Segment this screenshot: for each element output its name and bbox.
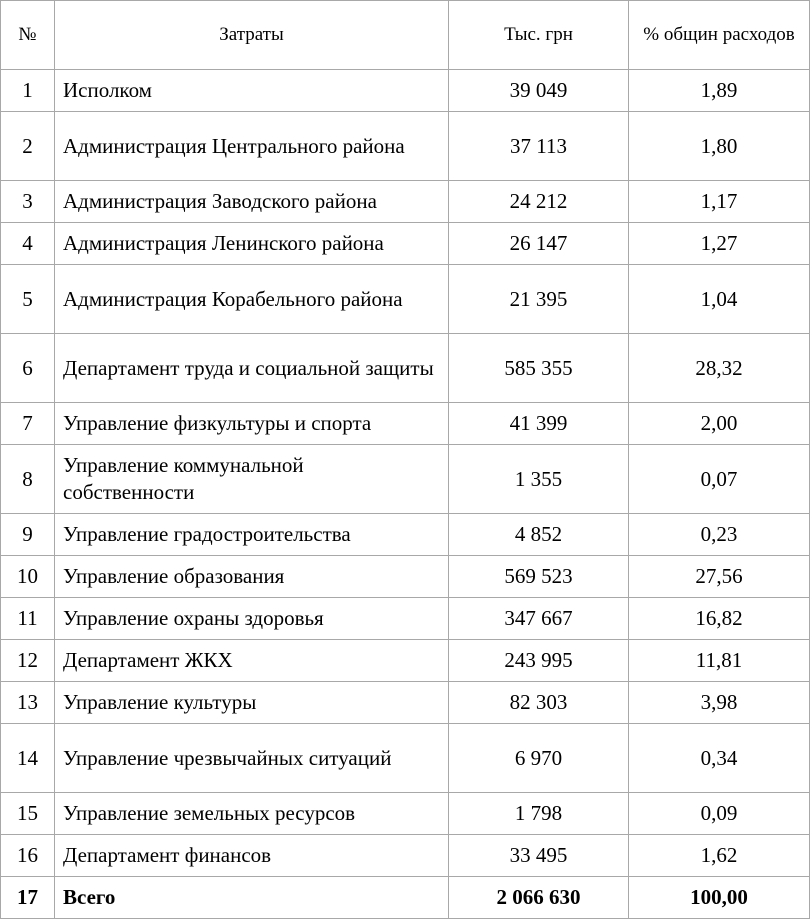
table-row — [1, 598, 810, 640]
table-row — [1, 682, 810, 724]
row-name: Управление чрезвычайных ситуаций — [55, 724, 449, 793]
total-row — [1, 877, 810, 919]
row-value: 24 212 — [449, 181, 629, 223]
row-value: 41 399 — [449, 403, 629, 445]
row-value: 33 495 — [449, 835, 629, 877]
row-percent: 0,09 — [629, 793, 810, 835]
row-percent: 2,00 — [629, 403, 810, 445]
row-num: 9 — [1, 514, 55, 556]
row-value: 347 667 — [449, 598, 629, 640]
row-num: 15 — [1, 793, 55, 835]
row-num: 4 — [1, 223, 55, 265]
row-num: 6 — [1, 334, 55, 403]
row-name: Управление образования — [55, 556, 449, 598]
row-percent: 1,89 — [629, 70, 810, 112]
row-value: 26 147 — [449, 223, 629, 265]
row-percent: 1,62 — [629, 835, 810, 877]
row-name: Департамент финансов — [55, 835, 449, 877]
row-name: Администрация Корабельного района — [55, 265, 449, 334]
row-name: Управление физкультуры и спорта — [55, 403, 449, 445]
row-value: 1 355 — [449, 445, 629, 514]
row-value: 569 523 — [449, 556, 629, 598]
table-row — [1, 334, 810, 403]
row-percent: 28,32 — [629, 334, 810, 403]
row-percent: 11,81 — [629, 640, 810, 682]
row-name: Администрация Ленинского района — [55, 223, 449, 265]
row-name: Управление коммунальной собственности — [55, 445, 449, 514]
row-name: Управление земельных ресурсов — [55, 793, 449, 835]
row-num: 2 — [1, 112, 55, 181]
row-percent: 0,23 — [629, 514, 810, 556]
row-name: Управление культуры — [55, 682, 449, 724]
row-value: 585 355 — [449, 334, 629, 403]
row-name: Управление охраны здоровья — [55, 598, 449, 640]
header-name: Затраты — [55, 1, 449, 70]
row-value: 39 049 — [449, 70, 629, 112]
row-percent: 1,27 — [629, 223, 810, 265]
table-row — [1, 223, 810, 265]
total-percent: 100,00 — [629, 877, 810, 919]
row-name: Департамент труда и социальной защиты — [55, 334, 449, 403]
row-num: 14 — [1, 724, 55, 793]
header-row — [1, 1, 810, 70]
row-name: Администрация Центрального района — [55, 112, 449, 181]
row-num: 8 — [1, 445, 55, 514]
table-row — [1, 403, 810, 445]
header-value: Тыс. грн — [449, 1, 629, 70]
header-num: № — [1, 1, 55, 70]
row-num: 7 — [1, 403, 55, 445]
row-percent: 27,56 — [629, 556, 810, 598]
total-num: 17 — [1, 877, 55, 919]
row-percent: 1,17 — [629, 181, 810, 223]
table-row — [1, 793, 810, 835]
table-row — [1, 445, 810, 514]
row-value: 4 852 — [449, 514, 629, 556]
table-row — [1, 112, 810, 181]
total-value: 2 066 630 — [449, 877, 629, 919]
table-row — [1, 556, 810, 598]
row-name: Управление градостроительства — [55, 514, 449, 556]
total-name: Всего — [55, 877, 449, 919]
table-row — [1, 70, 810, 112]
table-row — [1, 181, 810, 223]
row-value: 37 113 — [449, 112, 629, 181]
row-percent: 0,07 — [629, 445, 810, 514]
row-percent: 3,98 — [629, 682, 810, 724]
row-value: 6 970 — [449, 724, 629, 793]
row-num: 5 — [1, 265, 55, 334]
row-num: 16 — [1, 835, 55, 877]
table-row — [1, 265, 810, 334]
row-percent: 0,34 — [629, 724, 810, 793]
row-value: 1 798 — [449, 793, 629, 835]
row-percent: 1,80 — [629, 112, 810, 181]
table-row — [1, 514, 810, 556]
row-num: 10 — [1, 556, 55, 598]
row-value: 21 395 — [449, 265, 629, 334]
table-row — [1, 640, 810, 682]
row-percent: 16,82 — [629, 598, 810, 640]
row-num: 1 — [1, 70, 55, 112]
row-value: 243 995 — [449, 640, 629, 682]
header-percent: % общин расходов — [629, 1, 810, 70]
row-percent: 1,04 — [629, 265, 810, 334]
row-name: Департамент ЖКХ — [55, 640, 449, 682]
row-num: 3 — [1, 181, 55, 223]
row-num: 11 — [1, 598, 55, 640]
table-row — [1, 835, 810, 877]
row-name: Исполком — [55, 70, 449, 112]
row-num: 12 — [1, 640, 55, 682]
row-num: 13 — [1, 682, 55, 724]
row-name: Администрация Заводского района — [55, 181, 449, 223]
row-value: 82 303 — [449, 682, 629, 724]
table-row — [1, 724, 810, 793]
